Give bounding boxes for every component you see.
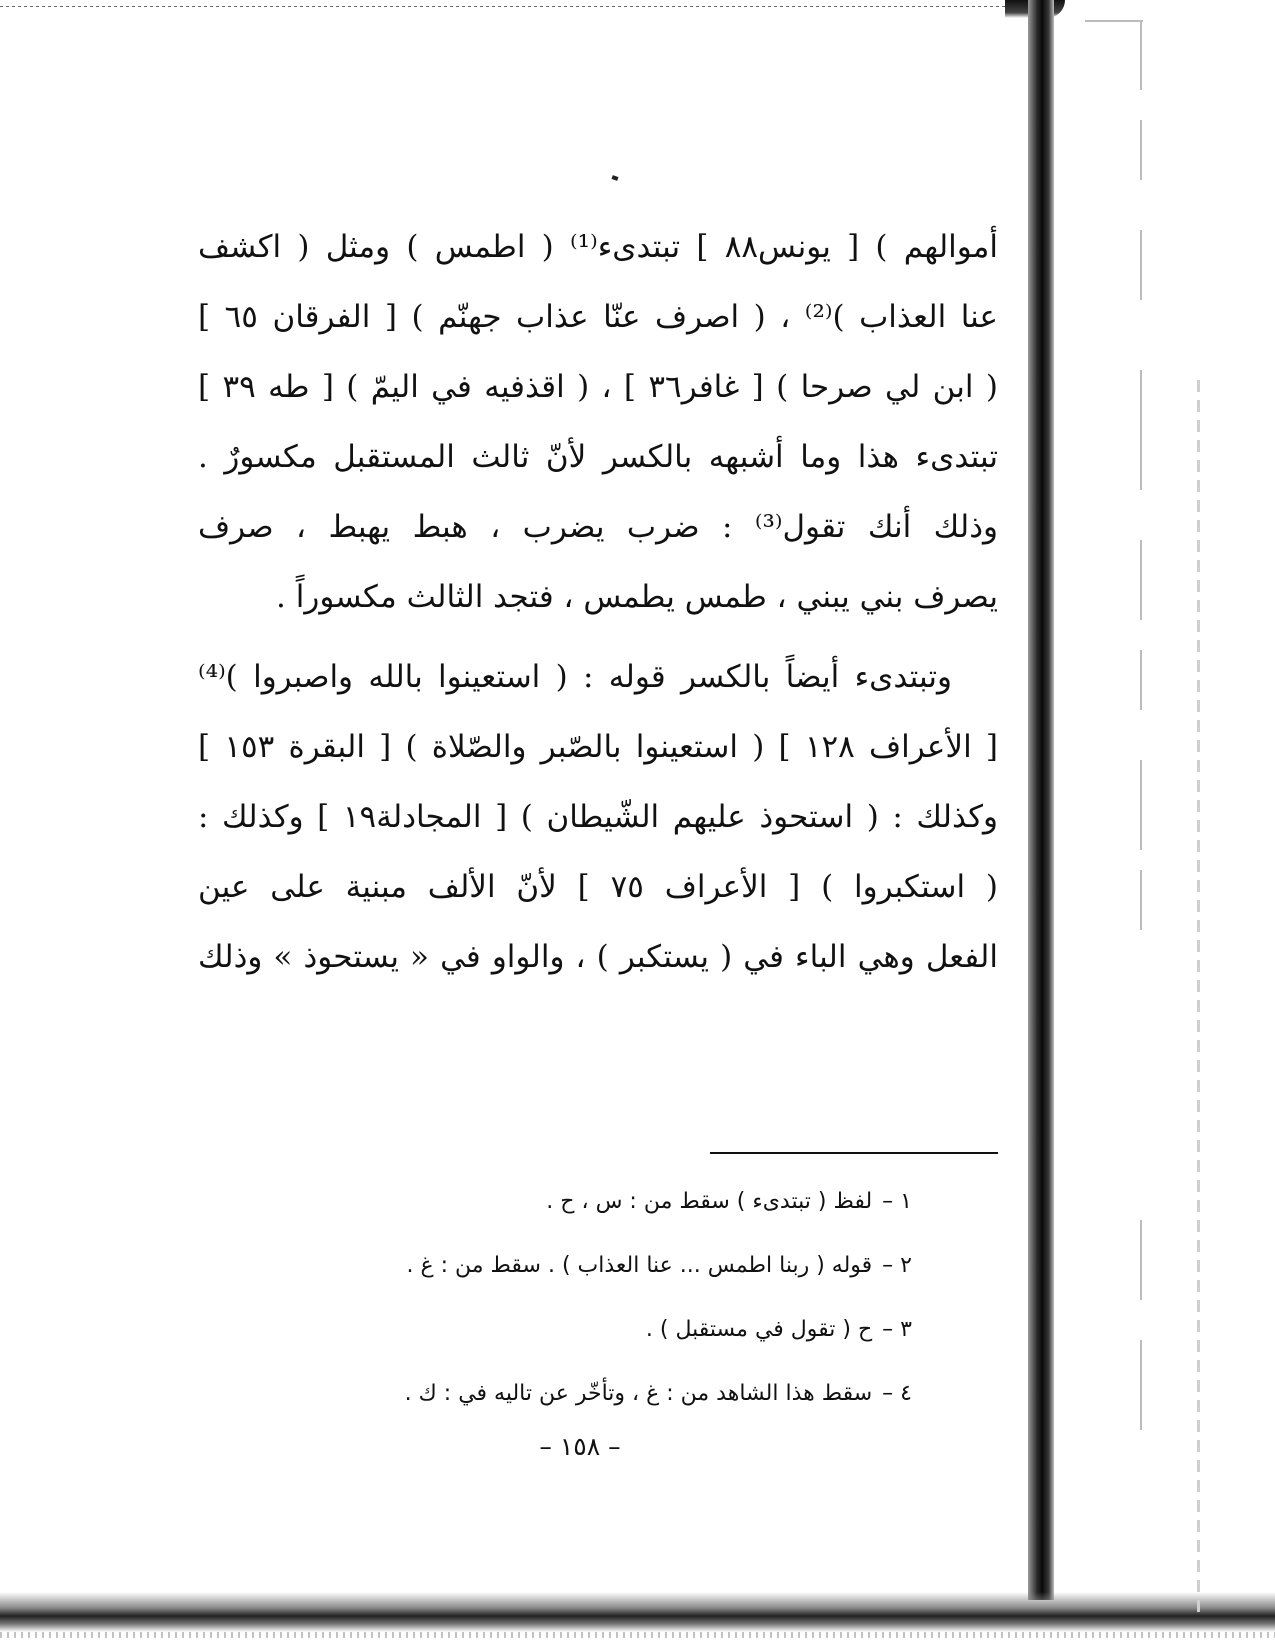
main-text <box>198 212 998 992</box>
bleed-mark <box>1140 870 1142 930</box>
text-line: تبتدىء هذا وما أشبهه بالكسر لأنّ ثالث المستقبل مكسورٌ . <box>198 439 998 475</box>
footnote-number: ١ – <box>882 1189 912 1214</box>
footnote-text: ح ( تقول في مستقبل ) . <box>645 1317 873 1342</box>
footnote-number: ٤ – <box>882 1381 912 1406</box>
bleed-mark <box>1140 1220 1142 1300</box>
scan-edge-top <box>0 6 1010 7</box>
text-line: وذلك أنك تقول⁽³⁾ : ضرب يضرب ، هبط يهبط ، صرف <box>198 509 998 545</box>
bleed-mark <box>1140 230 1142 300</box>
text-line: الفعل وهي الباء في ( يستكبر ) ، والواو في « يستحوذ » وذلك <box>198 939 998 975</box>
text-line: [ الأعراف ١٢٨ ] ( استعينوا بالصّبر والصّلاة ) [ البقرة ١٥٣ ] <box>198 729 998 765</box>
text-line: وكذلك : ( استحوذ عليهم الشّيطان ) [ المجادلة١٩ ] وكذلك : <box>198 799 998 835</box>
bleed-mark <box>1140 370 1142 490</box>
text-line: ( ابن لي صرحا ) [ غافر٣٦ ] ، ( اقذفيه في اليمّ ) [ طه ٣٩ ] <box>198 369 998 405</box>
footnote-number: ٣ – <box>882 1317 912 1342</box>
bleed-mark <box>1140 120 1142 180</box>
footnote-item <box>300 1234 912 1298</box>
page-edge-right <box>1197 380 1200 1620</box>
bleed-mark <box>1085 20 1143 22</box>
bleed-mark <box>1140 540 1142 620</box>
book-spine-shadow <box>1028 0 1054 1600</box>
footnotes <box>300 1170 912 1426</box>
scan-edge-bottom <box>0 1632 1275 1638</box>
text-line: أموالهم ) [ يونس٨٨ ] تبتدىء⁽¹⁾ ( اطمس ) ومثل ( اكشف <box>198 229 998 265</box>
footnote-item <box>300 1362 912 1426</box>
footnote-item <box>300 1170 912 1234</box>
bleed-mark <box>1140 1340 1142 1430</box>
text-line: ( استكبروا ) [ الأعراف ٧٥ ] لأنّ الألف مبنية على عين <box>198 869 998 905</box>
footnote-item <box>300 1298 912 1362</box>
footnote-text: لفظ ( تبتدىء ) سقط من : س ، ح . <box>546 1189 873 1214</box>
footnote-text: سقط هذا الشاهد من : غ ، وتأخّر عن تاليه في : ك . <box>404 1381 873 1406</box>
footnote-text: قوله ( ربنا اطمس ... عنا العذاب ) . سقط من : غ . <box>406 1253 873 1278</box>
text-line: وتبتدىء أيضاً بالكسر قوله : ( استعينوا بالله واصبروا )⁽⁴⁾ <box>198 659 952 695</box>
text-line: عنا العذاب )⁽²⁾ ، ( اصرف عنّا عذاب جهنّم ) [ الفرقان ٦٥ ] <box>198 299 998 335</box>
footnote-number: ٢ – <box>882 1253 912 1278</box>
bleed-mark <box>1140 760 1142 850</box>
ink-speck <box>611 175 618 181</box>
bleed-mark <box>1140 20 1142 90</box>
bleed-mark <box>1140 650 1142 710</box>
book-bottom-shadow <box>0 1592 1275 1632</box>
footnote-separator <box>710 1152 998 1154</box>
text-line: يصرف بني يبني ، طمس يطمس ، فتجد الثالث مكسوراً . <box>276 579 998 615</box>
page-number: – ١٥٨ – <box>539 1432 621 1461</box>
